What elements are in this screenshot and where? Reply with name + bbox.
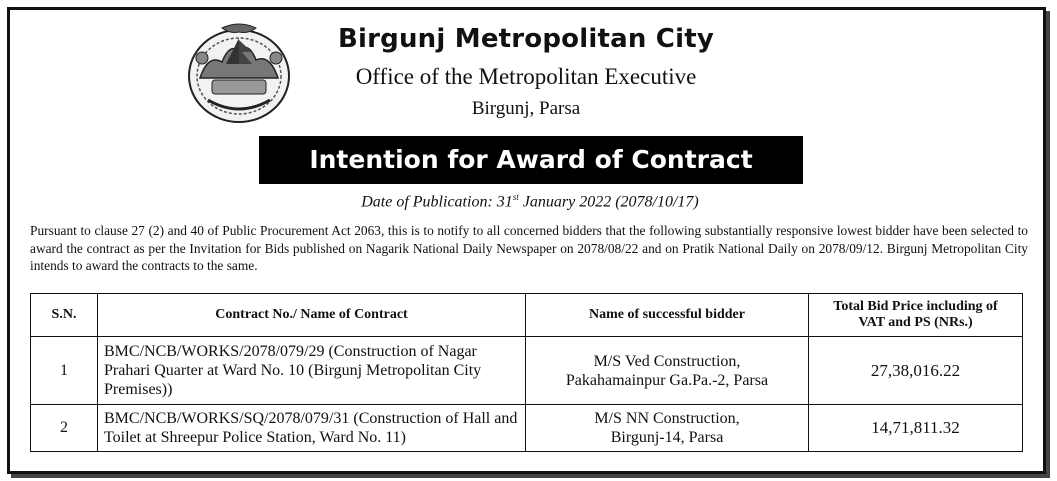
row-sn: 1 (31, 337, 98, 405)
header-sn: S.N. (31, 294, 98, 337)
header-contract: Contract No./ Name of Contract (98, 294, 526, 337)
office-location: Birgunj, Parsa (471, 98, 581, 119)
row-contract: BMC/NCB/WORKS/2078/079/29 (Construction of Nagar Prahari Quarter at Ward No. 10 (Birgunj Metropolitan City Premises)) (98, 337, 526, 405)
header-price-line1: Total Bid Price including of (833, 299, 998, 314)
bidder-address: Birgunj-14, Parsa (610, 429, 724, 446)
publication-date (240, 192, 820, 211)
table-header-row (31, 294, 1023, 337)
row-bidder (526, 405, 809, 452)
row-price: 27,38,016.22 (809, 337, 1023, 405)
row-price: 14,71,811.32 (809, 405, 1023, 452)
header-price-line2: VAT and PS (NRs.) (858, 315, 973, 330)
bidder-name: M/S NN Construction, (594, 410, 740, 427)
bidder-name: M/S Ved Construction, (593, 352, 741, 370)
award-table (30, 293, 1023, 452)
row-bidder (526, 337, 809, 405)
header-price (809, 294, 1023, 337)
nepal-emblem-icon (182, 18, 296, 128)
notice-body: Pursuant to clause 27 (2) and 40 of Public Procurement Act 2063, this is to notify to all concerned bidders that the following substantially responsive lowest bidder have been selected to award the contract as per the Invitation for Bids published on Nagarik National Daily Newspaper on 2078/08/22 and on Pratik National Daily on 2078/09/12. Birgunj Metropolitan City intends to award the contracts to the same. (30, 223, 1028, 273)
table-row (31, 405, 1023, 452)
publication-date-ordinal: st (512, 192, 519, 202)
bidder-address: Pakahamainpur Ga.Pa.-2, Parsa (565, 371, 769, 389)
row-sn: 2 (31, 405, 98, 452)
city-name: Birgunj Metropolitan City (338, 24, 714, 54)
publication-date-suffix: January 2022 (2078/10/17) (518, 193, 699, 211)
table-row (31, 337, 1023, 405)
notice-title: Intention for Award of Contract (259, 136, 803, 184)
publication-date-prefix: Date of Publication: 31 (361, 193, 513, 211)
header-bidder: Name of successful bidder (526, 294, 809, 337)
office-name: Office of the Metropolitan Executive (355, 64, 697, 89)
row-contract: BMC/NCB/WORKS/SQ/2078/079/31 (Construction of Hall and Toilet at Shreepur Police Station, Ward No. 11) (98, 405, 526, 452)
